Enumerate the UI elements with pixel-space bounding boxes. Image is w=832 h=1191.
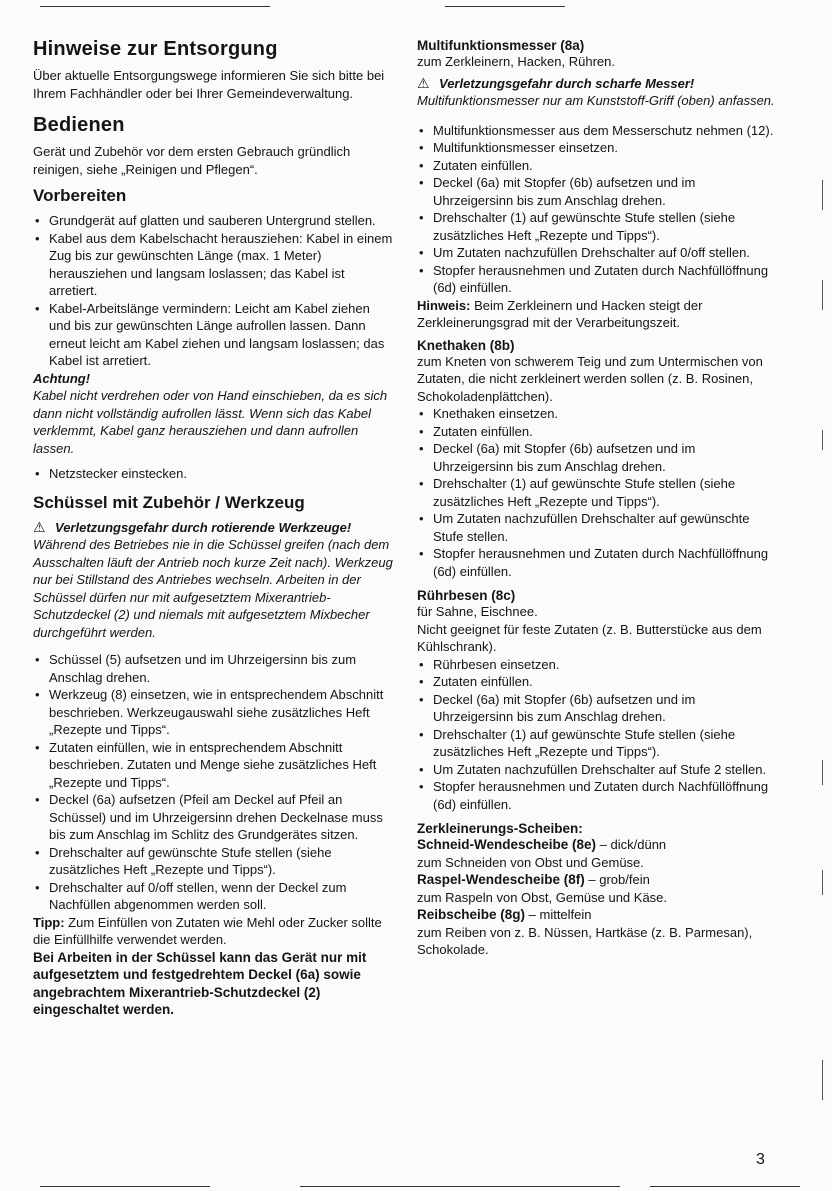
list-item: • Drehschalter (1) auf gewünschte Stufe stellen (siehe zusätzliches Heft „Rezepte und Tipps“). [419, 210, 736, 243]
list-item: • Zutaten einfüllen. [419, 157, 533, 173]
margin-mark [822, 280, 823, 310]
schuessel-list [33, 651, 393, 914]
knet-text: zum Kneten von schwerem Teig und zum Untermischen von Zutaten, die nicht zerkleinert werden sollen (z. B. Rosinen, Schokoladenplättchen). [417, 353, 763, 404]
list-item: • Schüssel (5) aufsetzen und im Uhrzeigersinn bis zum Anschlag drehen. [35, 652, 357, 685]
knet-list [417, 405, 777, 580]
hinweis-label: Hinweis: [417, 297, 471, 313]
list-item: • Stopfer herausnehmen und Zutaten durch Nachfüllöffnung (6d) einfüllen. [419, 546, 769, 579]
raspel-suffix: – grob/fein [584, 872, 650, 887]
list-item: • Um Zutaten nachzufüllen Drehschalter auf Stufe 2 stellen. [419, 761, 767, 777]
list-item: • Netzstecker einstecken. [35, 466, 188, 481]
tipp-text: Zum Einfüllen von Zutaten wie Mehl oder Zucker sollte die Einfüllhilfe verwendet werden. [33, 914, 382, 947]
list-item: • Kabel-Arbeitslänge vermindern: Leicht am Kabel ziehen und bis zur gewünschten Länge aufrollen lassen. Dann erneut leicht am Kabel ziehen und langsam loslassen; das Kabel ist arretiert. [35, 300, 385, 368]
raspel-text: zum Raspeln von Obst, Gemüse und Käse. [417, 889, 668, 905]
list-item: • Stopfer herausnehmen und Zutaten durch Nachfüllöffnung (6d) einfüllen. [419, 779, 769, 812]
list-item: • Stopfer herausnehmen und Zutaten durch Nachfüllöffnung (6d) einfüllen. [419, 262, 769, 295]
margin-mark [822, 870, 823, 895]
achtung-label: Achtung! [33, 370, 91, 386]
reib-line [417, 906, 777, 924]
list-item: • Multifunktionsmesser einsetzen. [419, 140, 618, 155]
wende-label: Schneid-Wendescheibe (8e) [417, 837, 597, 852]
list-item: • Um Zutaten nachzufüllen Drehschalter auf gewünschte Stufe stellen. [419, 511, 750, 544]
warning-block [417, 75, 777, 93]
ruehr-heading: Rührbesen (8c) [417, 588, 516, 603]
list-item: • Zutaten einfüllen. [419, 423, 533, 439]
warning-icon: ⚠ [33, 518, 46, 535]
tipp-label: Tipp: [33, 914, 65, 930]
right-column [417, 38, 777, 959]
list-item: • Drehschalter (1) auf gewünschte Stufe stellen (siehe zusätzliches Heft „Rezepte und Tipps“). [419, 726, 736, 759]
warning-text: Während des Betriebes nie in die Schüssel greifen (nach dem Ausschalten läuft der Antrieb noch kurze Zeit nach). Werkzeug nur bei Stillstand des Antriebes wechseln. Arbeiten in der Schüssel dürfen nur mit aufgesetztem Mixerantrieb-Schutzdeckel (2) und niemals mit aufgesetztem Mixbecher durchgeführt werden. [33, 537, 393, 640]
list-item: • Drehschalter auf gewünschte Stufe stellen (siehe zusätzliches Heft „Rezepte und Tipps“). [35, 844, 332, 877]
multi-list [417, 122, 777, 297]
knet-heading: Knethaken (8b) [417, 337, 515, 353]
reib-suffix: – mittelfein [525, 907, 592, 922]
margin-mark [822, 430, 823, 450]
margin-mark [822, 760, 823, 785]
multi-text: zum Zerkleinern, Hacken, Rühren. [417, 54, 615, 69]
schuessel-heading: Schüssel mit Zubehör / Werkzeug [33, 492, 305, 512]
list-item: • Knethaken einsetzen. [419, 406, 559, 421]
list-item: • Deckel (6a) mit Stopfer (6b) aufsetzen und im Uhrzeigersinn bis zum Anschlag drehen. [419, 175, 696, 208]
bottom-rule [40, 1186, 210, 1187]
bold-warning: Bei Arbeiten in der Schüssel kann das Gerät nur mit aufgesetztem und festgedrehtem Deckel (6a) sowie angebrachtem Mixerantrieb-Schutzdeckel (2) eingeschaltet werden. [33, 949, 367, 1017]
entsorgung-text: Über aktuelle Entsorgungswege informieren Sie sich bitte bei Ihrem Fachhändler oder bei Ihrer Gemeindeverwaltung. [33, 68, 385, 101]
margin-mark [822, 180, 823, 210]
hinweis-text: Beim Zerkleinern und Hacken steigt der Zerkleinerungsgrad mit der Verarbeitungszeit. [417, 297, 703, 330]
list-item: • Deckel (6a) aufsetzen (Pfeil am Deckel auf Pfeil an Schüssel) und im Uhrzeigersinn drehen Deckelnase muss bis zum Anschlag im Schlitz des Grundgerätes sitzen. [35, 792, 383, 842]
warning-icon: ⚠ [417, 74, 430, 91]
list-item: • Rührbesen einsetzen. [419, 656, 560, 672]
page-number: 3 [756, 1151, 765, 1168]
tipp-paragraph [33, 914, 393, 949]
list-item: • Um Zutaten nachzufüllen Drehschalter auf 0/off stellen. [419, 245, 750, 260]
list-item: • Grundgerät auf glatten und sauberen Untergrund stellen. [35, 213, 376, 228]
ruehr-list [417, 656, 777, 814]
reib-text: zum Reiben von z. B. Nüssen, Hartkäse (z. B. Parmesan), Schokolade. [417, 924, 753, 957]
list-item: • Drehschalter (1) auf gewünschte Stufe stellen (siehe zusätzliches Heft „Rezepte und Tipps“). [419, 476, 736, 509]
list-item: • Zutaten einfüllen. [419, 674, 533, 689]
raspel-label: Raspel-Wendescheibe (8f) [417, 872, 585, 887]
wende-suffix: – dick/dünn [596, 837, 667, 852]
ruehr-text-2: Nicht geeignet für feste Zutaten (z. B. Butterstücke aus dem Kühlschrank). [417, 621, 762, 654]
vorbereiten-list [33, 212, 393, 370]
list-item: • Deckel (6a) mit Stopfer (6b) aufsetzen und im Uhrzeigersinn bis zum Anschlag drehen. [419, 441, 696, 474]
list-item: • Drehschalter auf 0/off stellen, wenn der Deckel zum Nachfüllen abgenommen werden soll. [35, 879, 347, 912]
warning-text: Multifunktionsmesser nur am Kunststoff-Griff (oben) anfassen. [417, 93, 775, 108]
reib-label: Reibscheibe (8g) [417, 907, 526, 922]
top-rule [40, 6, 270, 7]
list-item: • Werkzeug (8) einsetzen, wie in entsprechendem Abschnitt beschrieben. Werkzeugauswahl siehe zusätzliches Heft „Rezepte und Tipps“. [35, 687, 384, 737]
warning-block [33, 519, 393, 537]
entsorgung-heading: Hinweise zur Entsorgung [33, 38, 278, 60]
wende-line [417, 836, 777, 854]
achtung-text: Kabel nicht verdrehen oder von Hand einschieben, da es sich dann nicht vollständig aufrollen lässt. Wenn sich das Kabel verklemmt, Kabel ganz herausziehen und dann aufrollen lassen. [33, 388, 388, 456]
list-item: • Multifunktionsmesser aus dem Messerschutz nehmen (12). [419, 122, 774, 138]
bedienen-text: Gerät und Zubehör vor dem ersten Gebrauch gründlich reinigen, siehe „Reinigen und Pflegen“. [33, 144, 351, 177]
multi-heading: Multifunktionsmesser (8a) [417, 38, 585, 53]
scheiben-heading: Zerkleinerungs-Scheiben: [417, 821, 583, 836]
margin-mark [822, 1060, 823, 1100]
hinweis-paragraph [417, 297, 777, 332]
list-item: • Kabel aus dem Kabelschacht herausziehen: Kabel in einem Zug bis zur gewünschten Länge (max. 1 Meter) herausziehen und langsam loslassen; das Kabel ist arretiert. [35, 230, 393, 298]
left-column [33, 38, 393, 1019]
warning-title: Verletzungsgefahr durch scharfe Messer! [439, 75, 695, 91]
bottom-rule [300, 1186, 620, 1187]
list-item: • Zutaten einfüllen, wie in entsprechendem Abschnitt beschrieben. Zutaten und Menge siehe zusätzliches Heft „Rezepte und Tipps“. [35, 739, 377, 790]
warning-title: Verletzungsgefahr durch rotierende Werkzeuge! [55, 519, 352, 535]
raspel-line [417, 871, 777, 889]
bottom-rule [650, 1186, 800, 1187]
netzstecker-list [33, 465, 393, 483]
ruehr-text-1: für Sahne, Eischnee. [417, 604, 538, 619]
vorbereiten-heading: Vorbereiten [33, 186, 127, 205]
bedienen-heading: Bedienen [33, 114, 125, 136]
top-rule [445, 6, 565, 7]
list-item: • Deckel (6a) mit Stopfer (6b) aufsetzen und im Uhrzeigersinn bis zum Anschlag drehen. [419, 691, 696, 724]
wende-text: zum Schneiden von Obst und Gemüse. [417, 854, 644, 870]
